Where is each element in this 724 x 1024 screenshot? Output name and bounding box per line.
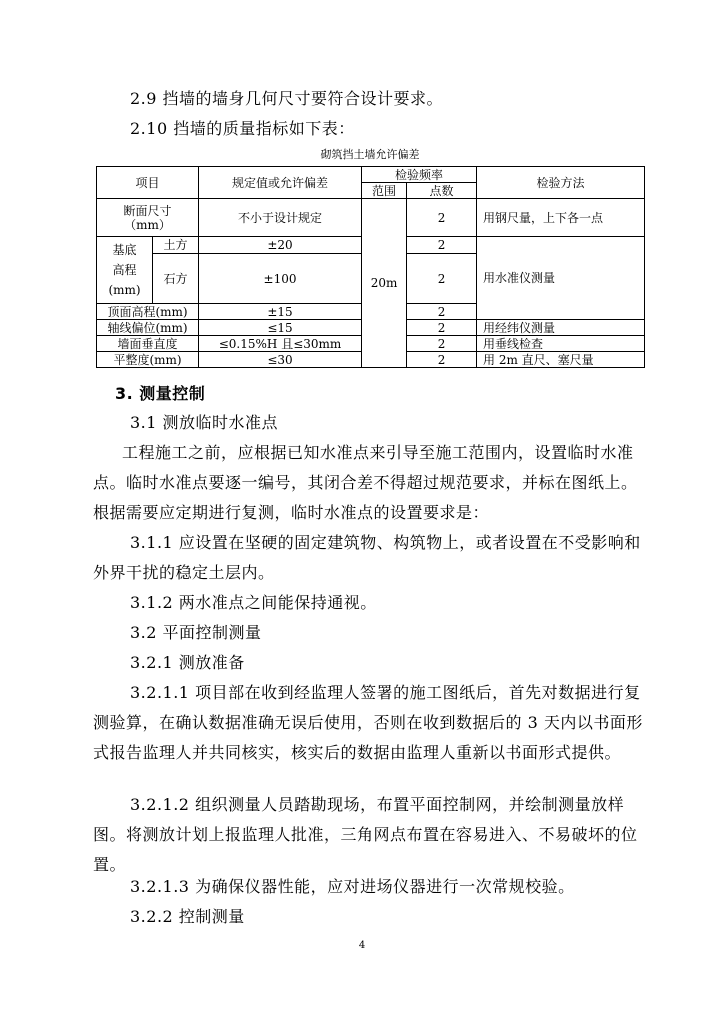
row-axis-offset-method: 用经纬仪测量 <box>477 320 645 336</box>
row-stone-label: 石方 <box>153 254 199 304</box>
table-caption: 砌筑挡土墙允许偏差 <box>320 148 420 161</box>
row-earth-label: 土方 <box>153 237 199 254</box>
row-flatness-method: 用 2m 直尺、塞尺量 <box>477 352 645 368</box>
section-3-heading: 3. 测量控制 <box>115 384 206 403</box>
row-flatness-points: 2 <box>407 352 477 368</box>
row-axis-offset-value: ≤15 <box>199 320 362 336</box>
para-3-2-1-2: 3.2.1.2 组织测量人员踏勘现场，布置平面控制网，并绘制测量放样图。将测放计划上报监理人批准，三角网点布置在容易进入、不易破坏的位置。 <box>93 795 638 874</box>
para-3-1: 3.1 测放临时水准点 <box>130 413 279 432</box>
header-range: 范围 <box>362 183 407 199</box>
para-3-2-2: 3.2.2 控制测量 <box>130 907 245 926</box>
para-2-9: 2.9 挡墙的墙身几何尺寸要符合设计要求。 <box>130 89 444 108</box>
page-number: 4 <box>358 940 366 951</box>
row-base-elevation-label: 基底 高程 (mm) <box>97 237 153 304</box>
row-section-size-method: 用钢尺量，上下各一点 <box>477 199 645 237</box>
row-verticality-label: 墙面垂直度 <box>97 336 199 352</box>
tolerance-table <box>96 166 645 368</box>
row-stone-points: 2 <box>407 254 477 304</box>
row-earth-points: 2 <box>407 237 477 254</box>
row-flatness-label: 平整度(mm) <box>97 352 199 368</box>
row-section-size-points: 2 <box>407 199 477 237</box>
range-value-cell: 20m <box>362 199 407 368</box>
header-method: 检验方法 <box>477 167 645 199</box>
row-section-size-label: 断面尺寸 （mm） <box>97 199 199 237</box>
level-method-cell: 用水准仪测量 <box>477 237 645 320</box>
row-axis-offset-label: 轴线偏位(mm) <box>97 320 199 336</box>
row-verticality-method: 用垂线检查 <box>477 336 645 352</box>
row-stone-value: ±100 <box>199 254 362 304</box>
para-3-2-1-1: 3.2.1.1 项目部在收到经监理人签署的施工图纸后，首先对数据进行复测验算，在确认数据准确无误后使用，否则在收到数据后的 3 天内以书面形式报告监理人并共同核实，核实后的数据由监理人重新以书面形式提供。 <box>93 683 643 762</box>
header-frequency: 检验频率 <box>362 167 477 183</box>
row-earth-value: ±20 <box>199 237 362 254</box>
row-verticality-value: ≤0.15%H 且≤30mm <box>199 336 362 352</box>
para-3-1-2: 3.1.2 两水准点之间能保持通视。 <box>130 593 377 612</box>
para-3-2-1-3: 3.2.1.3 为确保仪器性能，应对进场仪器进行一次常规校验。 <box>130 877 575 896</box>
para-3-1-1: 3.1.1 应设置在坚硬的固定建筑物、构筑物上，或者设置在不受影响和外界干扰的稳定土层内。 <box>93 533 641 582</box>
header-points: 点数 <box>407 183 477 199</box>
row-verticality-points: 2 <box>407 336 477 352</box>
para-2-10: 2.10 挡墙的质量指标如下表： <box>130 119 355 138</box>
header-item: 项目 <box>97 167 199 199</box>
row-axis-offset-points: 2 <box>407 320 477 336</box>
para-3-2: 3.2 平面控制测量 <box>130 623 262 642</box>
row-top-elevation-label: 顶面高程(mm) <box>97 304 199 320</box>
row-top-elevation-value: ±15 <box>199 304 362 320</box>
para-body-1: 工程施工之前，应根据已知水准点来引导至施工范围内，设置临时水准点。临时水准点要逐一编号，其闭合差不得超过规范要求，并标在图纸上。根据需要应定期进行复测，临时水准点的设置要求是： <box>93 443 638 522</box>
header-allowance: 规定值或允许偏差 <box>199 167 362 199</box>
row-section-size-value: 不小于设计规定 <box>199 199 362 237</box>
para-3-2-1: 3.2.1 测放准备 <box>130 653 245 672</box>
row-top-elevation-points: 2 <box>407 304 477 320</box>
row-flatness-value: ≤30 <box>199 352 362 368</box>
